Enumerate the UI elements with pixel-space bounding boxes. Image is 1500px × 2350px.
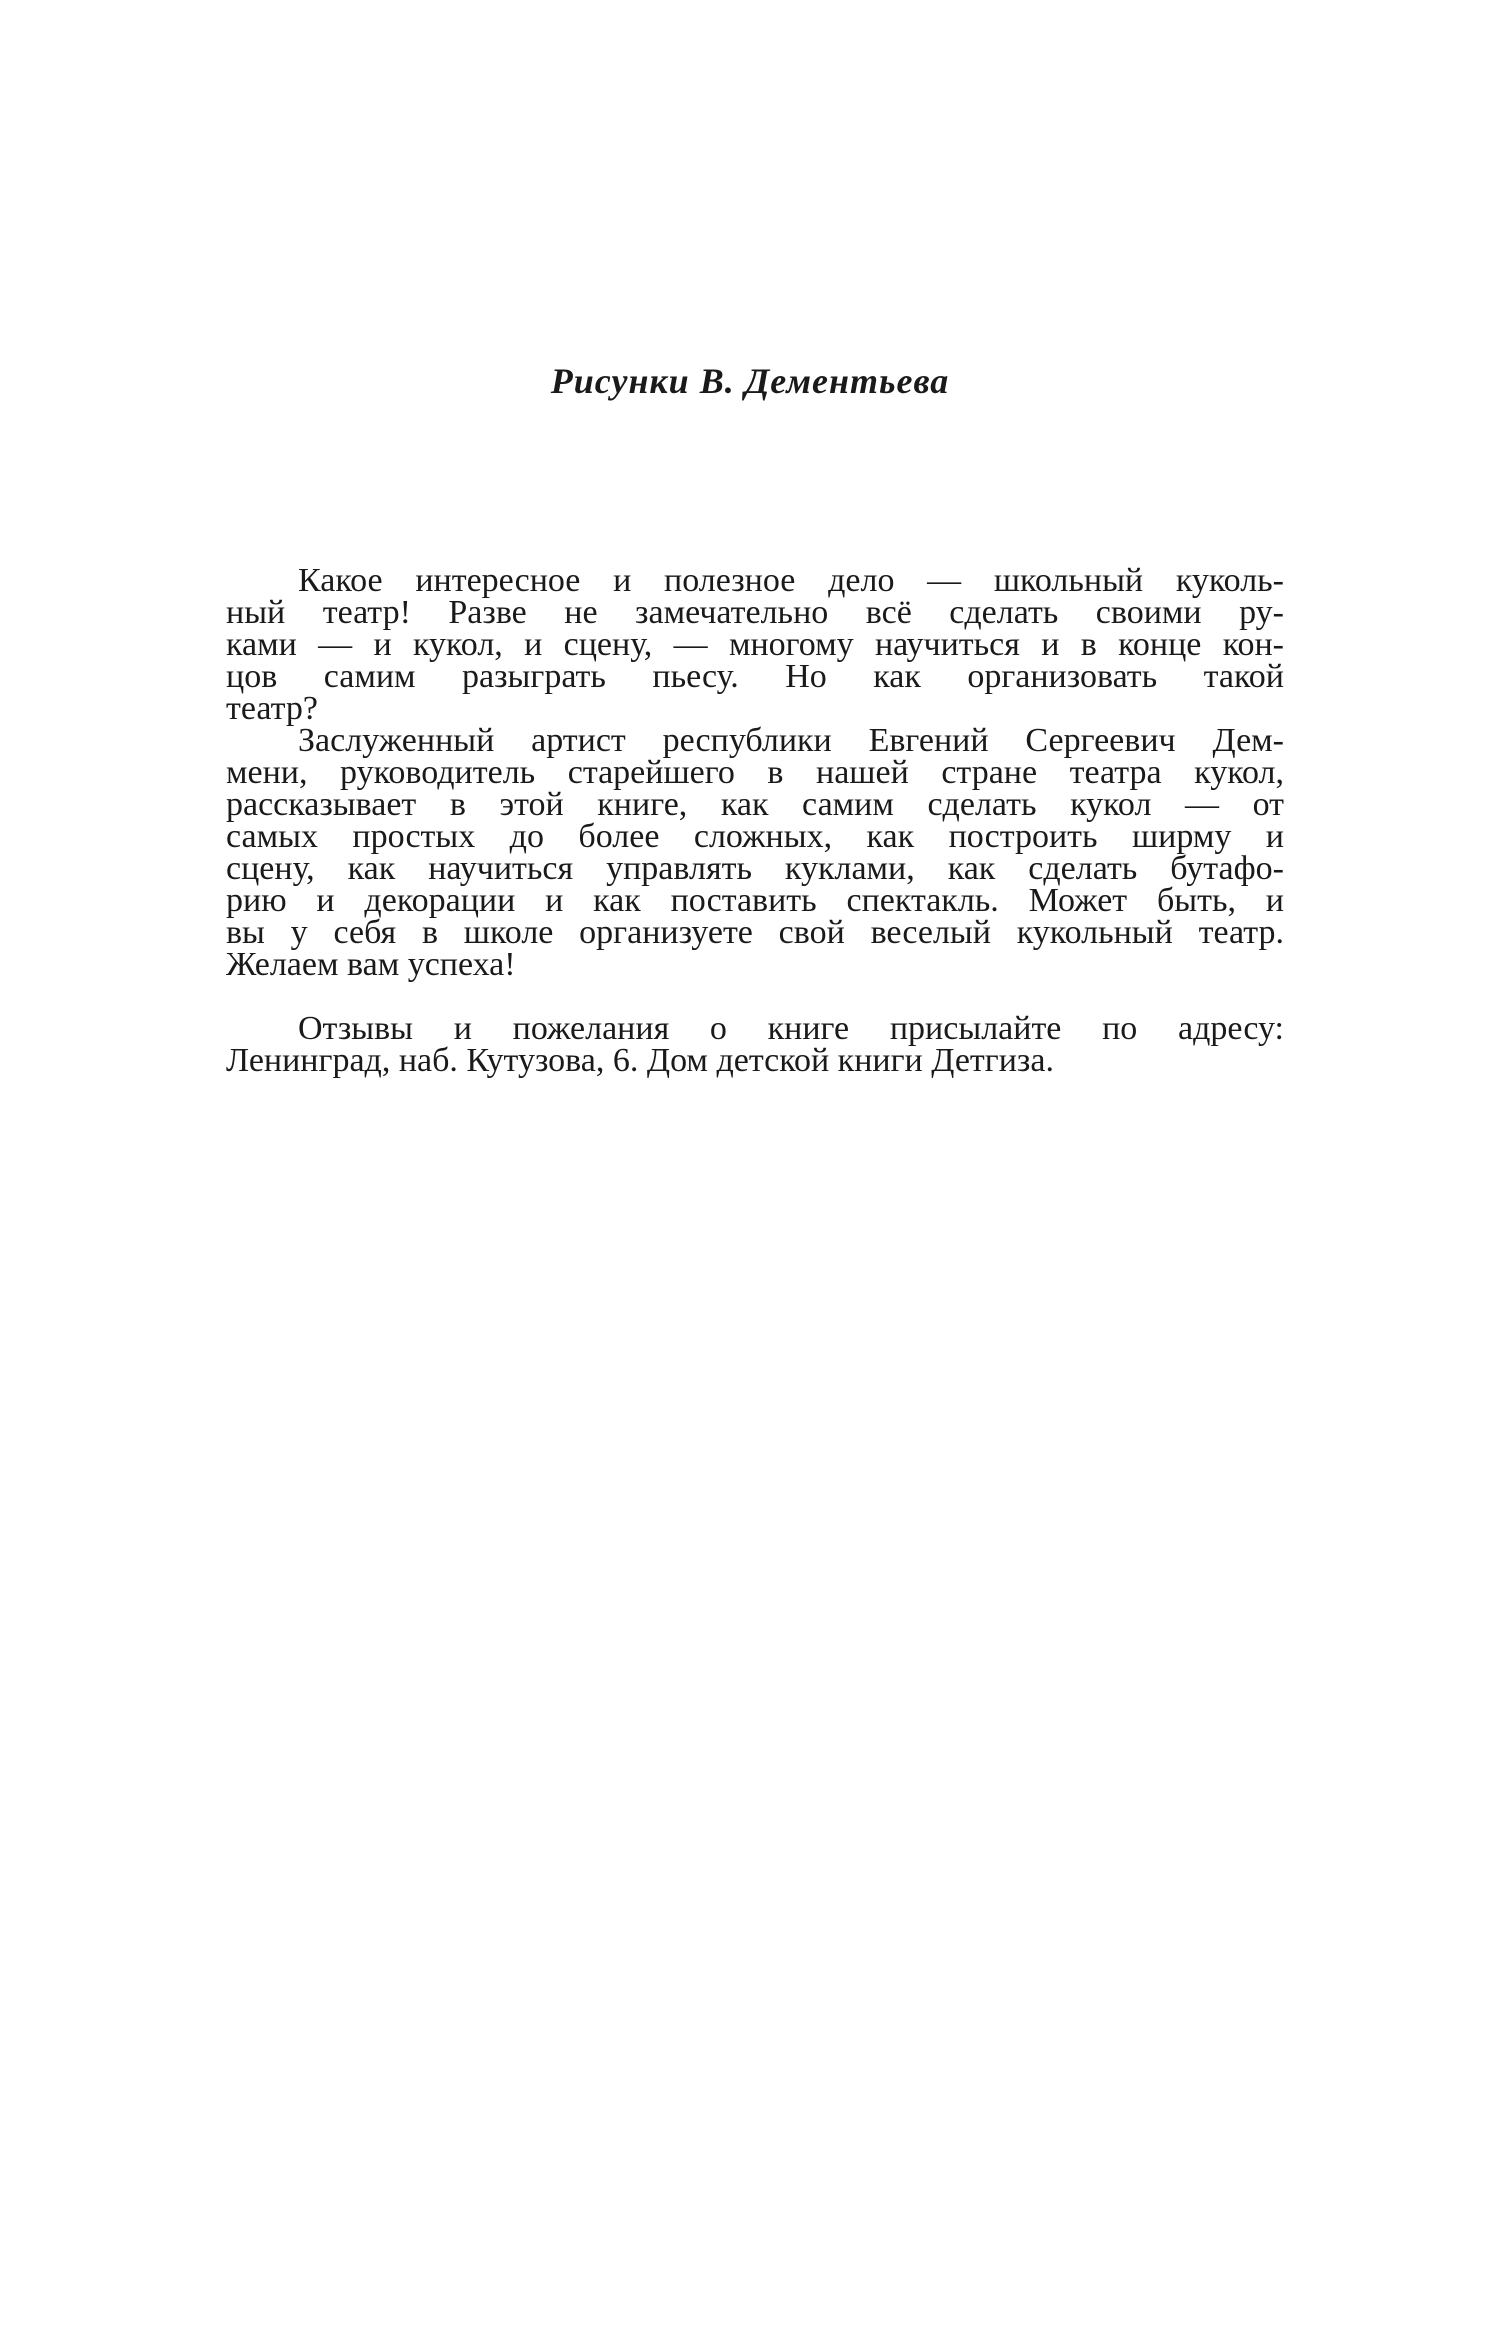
paragraph-author [226,722,1284,983]
text-line: вы у себя в школе организуете свой веселый кукольный театр. [226,914,1284,951]
text-line: рию и декорации и как поставить спектакль. Может быть, и [226,882,1284,919]
text-line: Отзывы и пожелания о книге присылайте по адресу: [298,1010,1284,1047]
text-line: Заслуженный артист республики Евгений Сергеевич Дем- [298,722,1284,759]
text-line: Желаем вам успеха! [226,946,516,983]
text-line: цов самим разыграть пьесу. Но как организовать такой [226,658,1284,695]
text-line: Ленинград, наб. Кутузова, 6. Дом детской книги Детгиза. [226,1042,1054,1079]
text-line: ками — и кукол, и сцену, — многому научиться и в конце кон- [226,626,1284,663]
illustrator-credit: Рисунки В. Дементьева [550,361,950,401]
text-line: мени, руководитель старейшего в нашей стране театра кукол, [226,754,1284,791]
text-line: театр? [226,690,318,727]
text-line: Какое интересное и полезное дело — школьный куколь- [298,562,1284,599]
text-line: рассказывает в этой книге, как самим сделать кукол — от [226,786,1284,823]
paragraph-intro [226,562,1284,727]
text-line: сцену, как научиться управлять куклами, как сделать бутафо- [226,850,1284,887]
text-line: самых простых до более сложных, как построить ширму и [226,818,1284,855]
annotation-text [226,562,1284,1079]
text-line: ный театр! Разве не замечательно всё сделать своими ру- [226,594,1284,631]
paragraph-feedback-address [226,1010,1284,1079]
